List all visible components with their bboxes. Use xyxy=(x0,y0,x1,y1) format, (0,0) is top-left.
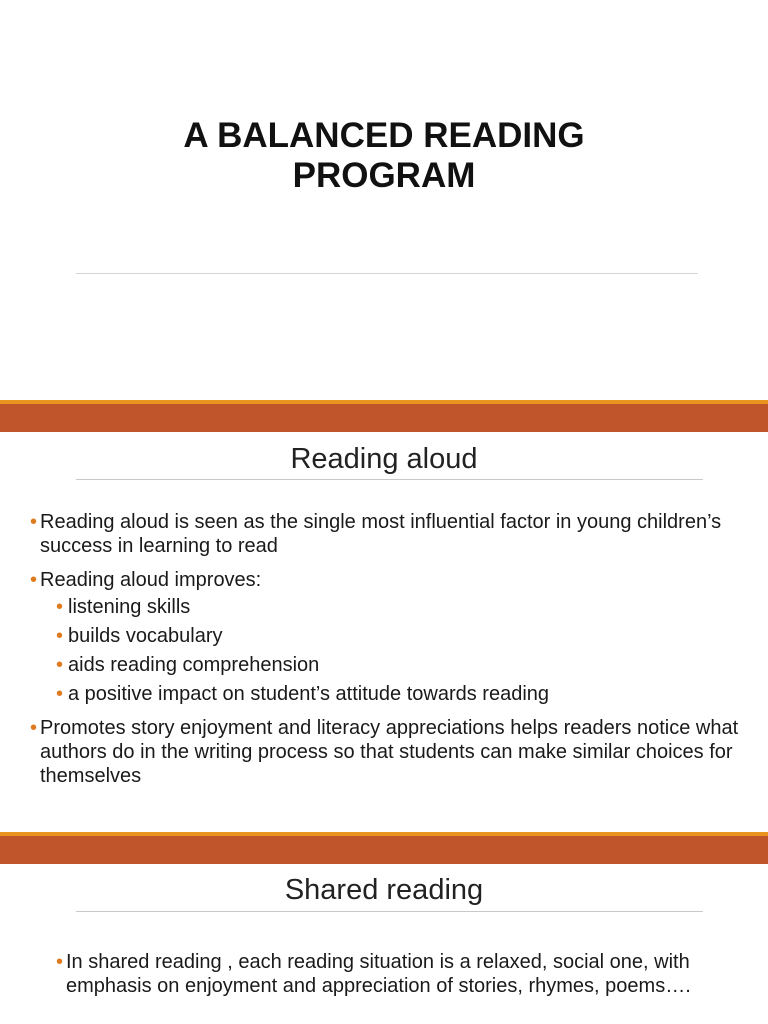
bullet-marker: • xyxy=(56,951,64,973)
sub-bullet-text: a positive impact on student’s attitude towards reading xyxy=(68,683,550,705)
slide-title xyxy=(0,0,768,400)
bullet-marker: • xyxy=(56,596,64,618)
bullet-marker: • xyxy=(30,569,38,591)
slide-separator-band xyxy=(0,832,768,864)
bullet-item xyxy=(30,568,740,706)
bullet-marker: • xyxy=(30,511,38,533)
heading-divider xyxy=(76,911,703,912)
bullet-marker: • xyxy=(30,717,38,739)
sub-bullet-item xyxy=(50,624,740,648)
title-line-1: A BALANCED READING xyxy=(183,116,585,155)
bullet-item xyxy=(30,716,740,788)
bullet-list xyxy=(56,950,746,1008)
sub-bullet-text: listening skills xyxy=(68,596,191,618)
bullet-text: Reading aloud improves: xyxy=(40,569,262,591)
sub-bullet-text: builds vocabulary xyxy=(68,625,223,647)
title-divider xyxy=(76,273,698,274)
bullet-marker: • xyxy=(56,625,64,647)
title-line-2: PROGRAM xyxy=(292,156,476,195)
heading-divider xyxy=(76,479,703,480)
slide-separator-band xyxy=(0,400,768,432)
bullet-item xyxy=(30,510,740,558)
bullet-marker: • xyxy=(56,683,64,705)
slide-title-text xyxy=(0,116,768,196)
slide-heading: Reading aloud xyxy=(290,443,478,475)
sub-bullet-text: aids reading comprehension xyxy=(68,654,320,676)
slide-reading-aloud xyxy=(0,432,768,832)
sub-bullet-list xyxy=(40,595,740,706)
bullet-text: Reading aloud is seen as the single most influential factor in young children’s success in learning to read xyxy=(40,511,722,557)
bullet-text: Promotes story enjoyment and literacy appreciations helps readers notice what authors do in the writing process so that students can make similar choices for themselves xyxy=(40,717,739,787)
bullet-marker: • xyxy=(56,654,64,676)
sub-bullet-item xyxy=(50,682,740,706)
bullet-item xyxy=(56,950,746,998)
sub-bullet-item xyxy=(50,595,740,619)
slide-shared-reading xyxy=(0,864,768,1024)
bullet-list xyxy=(30,510,740,798)
bullet-text: In shared reading , each reading situation is a relaxed, social one, with emphasis on enjoyment and appreciation of stories, rhymes, poems…. xyxy=(66,951,691,997)
sub-bullet-item xyxy=(50,653,740,677)
slide-heading: Shared reading xyxy=(284,874,484,906)
